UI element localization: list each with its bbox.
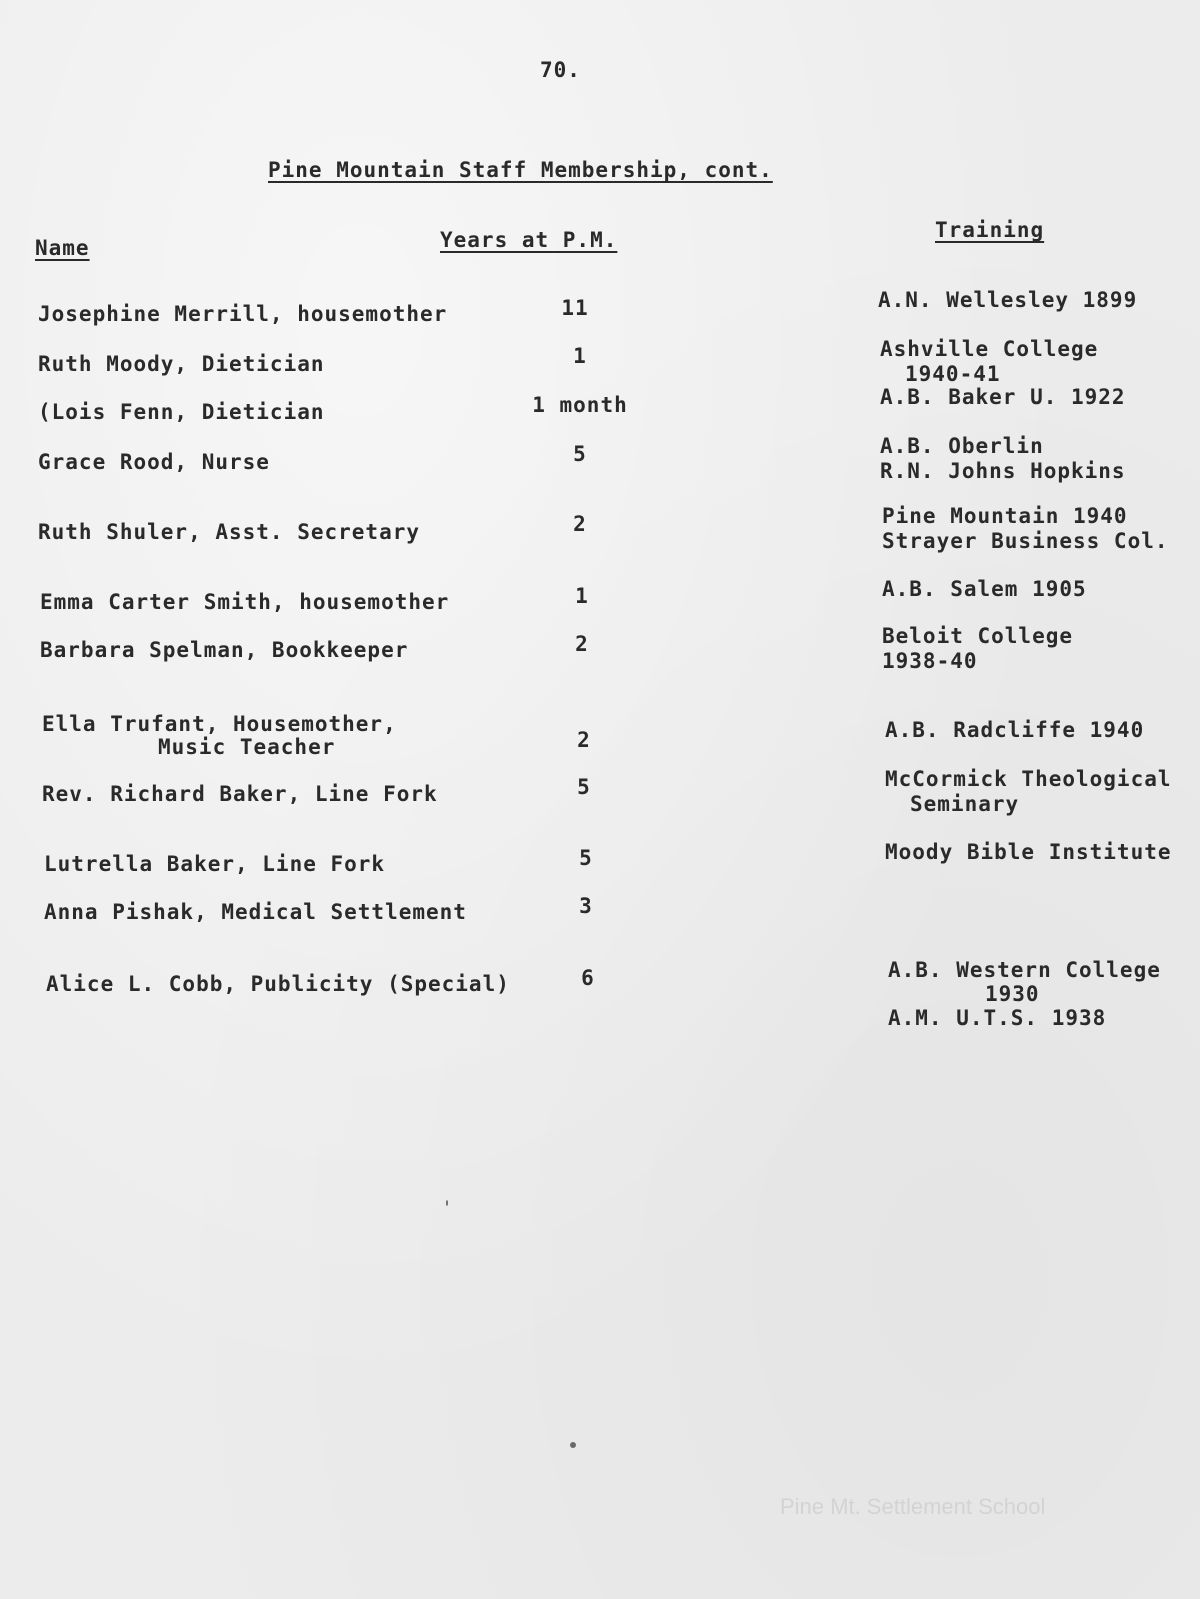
staff-name: Ella Trufant, Housemother, (42, 712, 397, 736)
staff-years: 5 (573, 442, 587, 466)
staff-training: A.B. Salem 1905 (882, 577, 1087, 601)
staff-training: Beloit College (882, 624, 1074, 648)
staff-training: A.B. Oberlin (880, 434, 1044, 458)
staff-name: Lutrella Baker, Line Fork (44, 852, 386, 876)
staff-training: A.B. Western College (888, 958, 1161, 982)
column-header-name: Name (35, 236, 90, 260)
staff-training: 1940-41 (905, 362, 1001, 386)
staff-training: R.N. Johns Hopkins (880, 459, 1126, 483)
staff-training: A.M. U.T.S. 1938 (888, 1006, 1107, 1030)
staff-name: Music Teacher (158, 735, 336, 759)
staff-years: 5 (577, 775, 591, 799)
staff-name: (Lois Fenn, Dietician (38, 400, 325, 424)
staff-name: Grace Rood, Nurse (38, 450, 270, 474)
staff-years: 6 (581, 966, 595, 990)
staff-years: 2 (575, 632, 589, 656)
staff-training: 1930 (985, 982, 1040, 1006)
staff-years: 2 (577, 728, 591, 752)
page-number: 70. (540, 58, 581, 82)
scan-speck (446, 1200, 448, 1206)
staff-years: 1 (573, 344, 587, 368)
staff-training: A.N. Wellesley 1899 (878, 288, 1138, 312)
staff-years: 1 month (532, 393, 628, 417)
staff-years: 3 (579, 894, 593, 918)
column-header-years: Years at P.M. (440, 228, 618, 252)
staff-years: 5 (579, 846, 593, 870)
staff-training: A.B. Radcliffe 1940 (885, 718, 1145, 742)
staff-training: Moody Bible Institute (885, 840, 1172, 864)
staff-training: Seminary (910, 792, 1020, 816)
staff-name: Josephine Merrill, housemother (38, 302, 448, 326)
staff-name: Alice L. Cobb, Publicity (Special) (46, 972, 510, 996)
staff-years: 2 (573, 512, 587, 536)
column-header-training: Training (935, 218, 1045, 242)
staff-training: 1938-40 (882, 649, 978, 673)
staff-name: Anna Pishak, Medical Settlement (44, 900, 467, 924)
document-heading: Pine Mountain Staff Membership, cont. (268, 158, 773, 182)
staff-training: McCormick Theological (885, 767, 1172, 791)
scan-speck (570, 1442, 576, 1448)
staff-name: Barbara Spelman, Bookkeeper (40, 638, 409, 662)
staff-training: Pine Mountain 1940 (882, 504, 1128, 528)
staff-name: Rev. Richard Baker, Line Fork (42, 782, 438, 806)
staff-name: Emma Carter Smith, housemother (40, 590, 450, 614)
staff-training: A.B. Baker U. 1922 (880, 385, 1126, 409)
staff-years: 1 (575, 584, 589, 608)
staff-name: Ruth Moody, Dietician (38, 352, 325, 376)
staff-name: Ruth Shuler, Asst. Secretary (38, 520, 421, 544)
staff-years: 11 (561, 296, 589, 320)
staff-training: Strayer Business Col. (882, 529, 1169, 553)
staff-training: Ashville College (880, 337, 1099, 361)
archive-watermark: Pine Mt. Settlement School (780, 1494, 1046, 1519)
